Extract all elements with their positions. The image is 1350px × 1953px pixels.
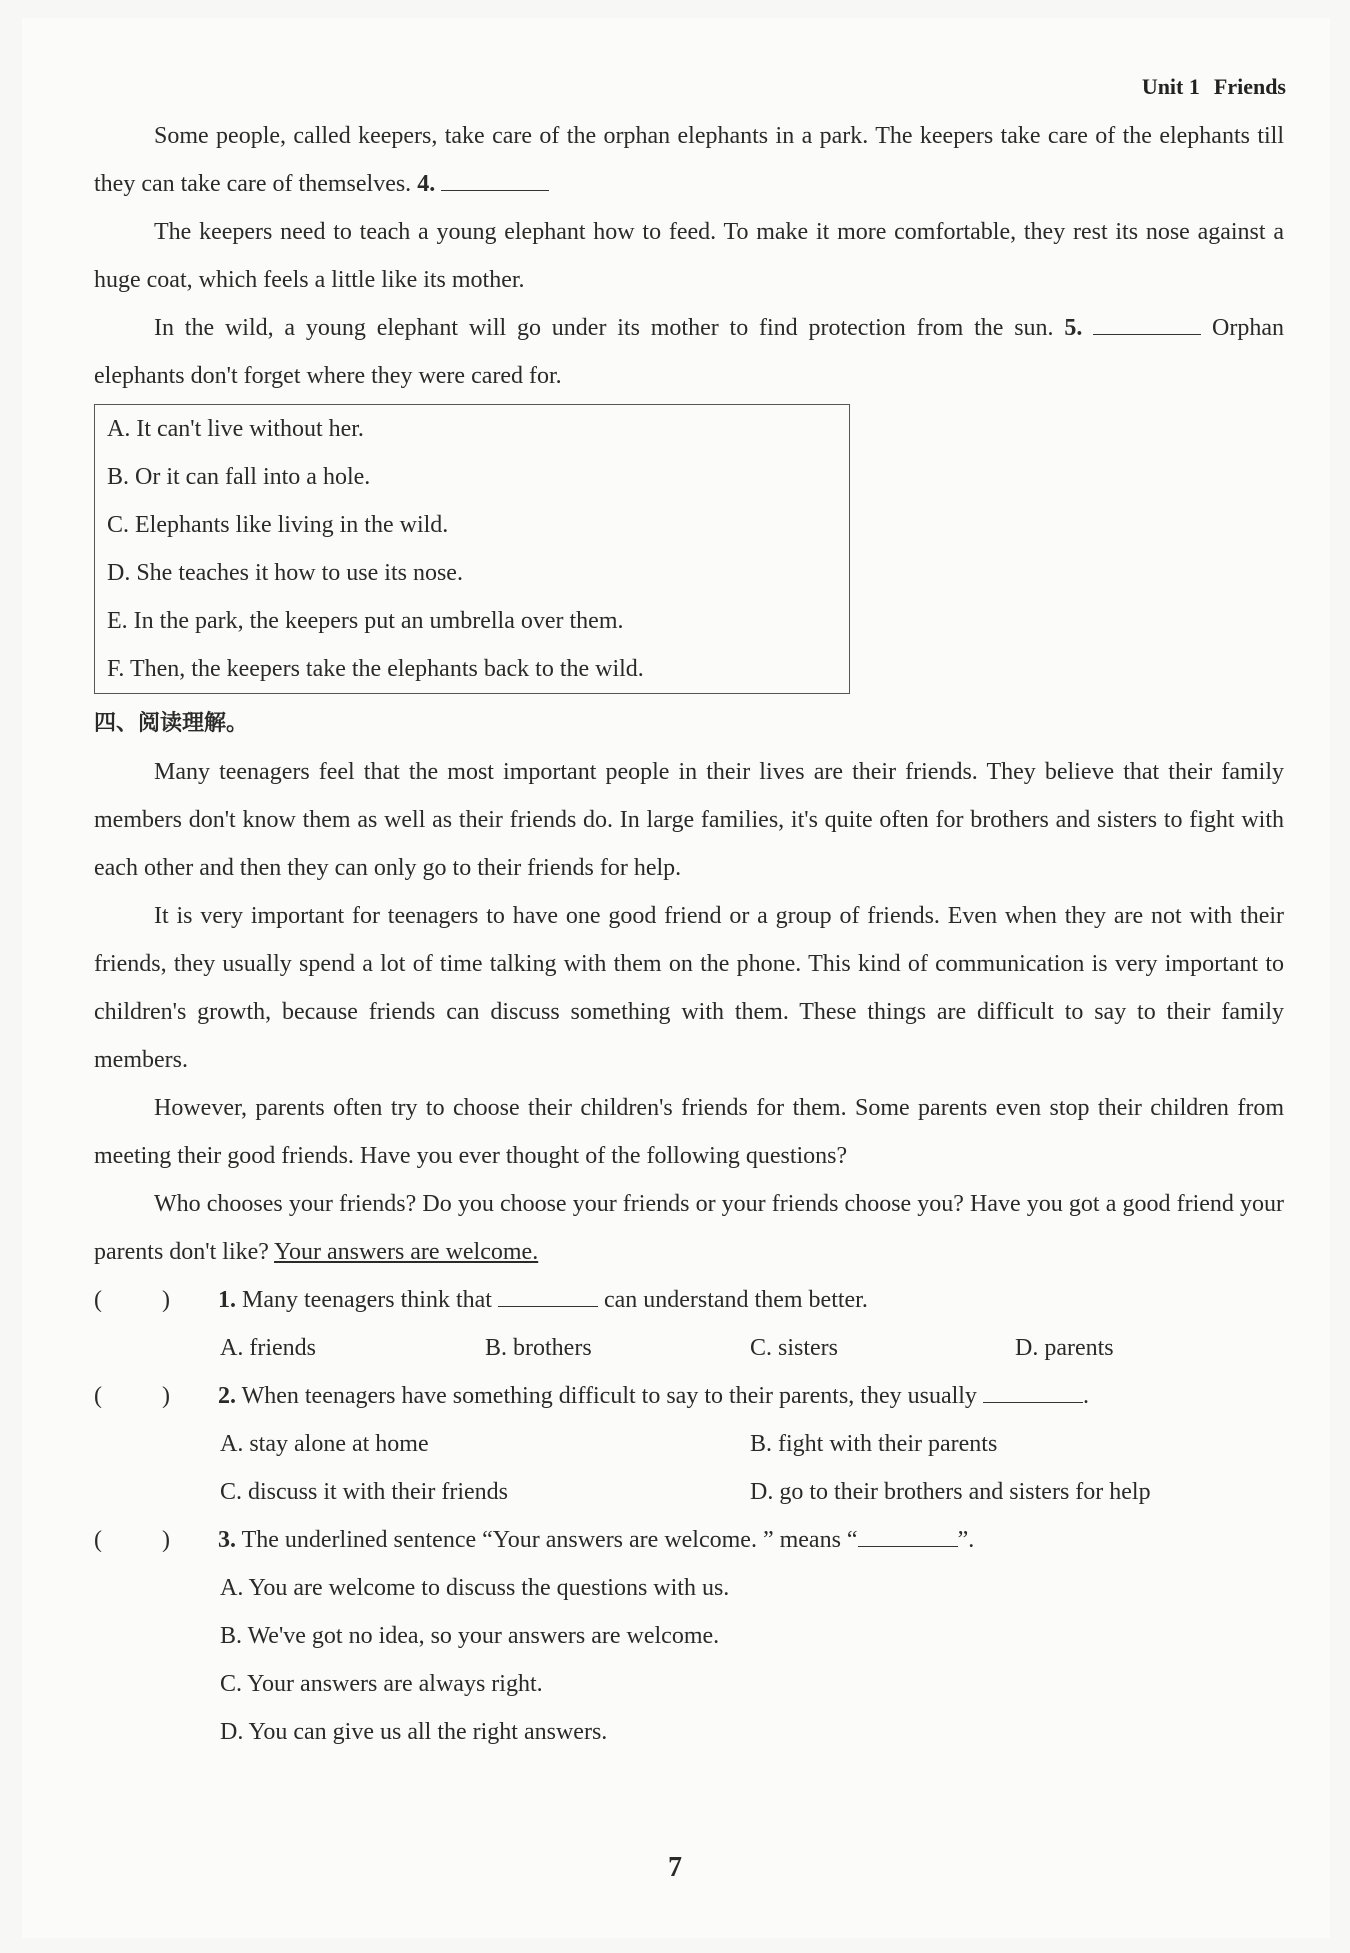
reading-paragraph-2: It is very important for teenagers to have one good friend or a group of friends. Even when they are not with their friends, they usually spend a lot of time talking with them on the phone. This kind of communication is very important to children's growth, because friends can discuss something with them. These things are difficult to say to their family members. [94,903,1284,1073]
question-2 [94,1372,1284,1420]
paragraph-text: Orphan elephants don't forget where they were cared for. [94,315,1285,389]
answer-blank-5[interactable] [1093,312,1201,335]
question-number: 1. [218,1287,236,1313]
question-text: . [1082,1383,1089,1409]
answer-paren-right: ) [162,1527,170,1553]
choice-b[interactable]: B. fight with their parents [750,1431,998,1457]
page-content [94,112,1284,1756]
option-item: B. Or it can fall into a hole. [107,464,371,490]
page-number: 7 [668,1852,682,1883]
choice-c[interactable]: C. Your answers are always right. [220,1671,543,1697]
question-1-choices [94,1324,1284,1372]
passage-paragraph-1 [94,112,1284,208]
question-1 [94,1276,1284,1324]
reading-paragraph-4 [94,1180,1284,1276]
choice-d[interactable]: D. You can give us all the right answers. [220,1719,608,1745]
reading-paragraph-1: Many teenagers feel that the most important people in their lives are their friends. They believe that their family members don't know them as well as their friends do. In large families, it's quite often for brothers and sisters to fight with each other and then they can only go to their friends for help. [94,759,1284,881]
question-text: ”. [957,1527,975,1553]
choice-c[interactable]: C. discuss it with their friends [220,1479,508,1505]
answer-paren-left[interactable]: ( [94,1383,102,1409]
question-text: The underlined sentence “Your answers are welcome. ” means “ [241,1527,858,1553]
passage-paragraph-3 [94,304,1284,400]
underlined-sentence: Your answers are welcome. [274,1239,539,1265]
option-item: F. Then, the keepers take the elephants back to the wild. [107,656,644,682]
question-text: Many teenagers think that [242,1287,492,1313]
question-number: 3. [218,1527,236,1553]
question-text: can understand them better. [603,1287,868,1313]
blank-number-5: 5. [1064,315,1083,341]
options-box [94,404,850,694]
answer-paren-left[interactable]: ( [94,1527,102,1553]
answer-blank-4[interactable] [441,168,549,191]
question-text: When teenagers have something difficult to say to their parents, they usually [241,1383,977,1409]
paragraph-text: In the wild, a young elephant will go under its mother to find protection from the sun. [154,315,1054,341]
option-item: E. In the park, the keepers put an umbrella over them. [107,608,624,634]
question-3-choices [94,1564,1284,1756]
passage-paragraph-2: The keepers need to teach a young elephant how to feed. To make it more comfortable, they rest its nose against a huge coat, which feels a little like its mother. [94,219,1284,293]
option-item: A. It can't live without her. [107,416,364,442]
choice-a[interactable]: A. friends [220,1335,316,1361]
option-item: D. She teaches it how to use its nose. [107,560,463,586]
choice-a[interactable]: A. You are welcome to discuss the questions with us. [220,1575,730,1601]
reading-paragraph-3: However, parents often try to choose their children's friends for them. Some parents even stop their children from meeting their good friends. Have you ever thought of the following questions? [94,1095,1284,1169]
choice-d[interactable]: D. parents [1015,1335,1114,1361]
blank-number-4: 4. [417,171,436,197]
choice-b[interactable]: B. We've got no idea, so your answers are welcome. [220,1623,720,1649]
question-3 [94,1516,1284,1564]
choice-b[interactable]: B. brothers [485,1335,592,1361]
question-blank[interactable] [983,1380,1083,1403]
option-item: C. Elephants like living in the wild. [107,512,449,538]
question-blank[interactable] [498,1284,598,1307]
unit-title: Friends [1213,74,1286,99]
choice-d[interactable]: D. go to their brothers and sisters for help [750,1479,1151,1505]
unit-label: Unit 1 [1141,74,1200,99]
section-title: 四、阅读理解。 [94,711,249,736]
answer-paren-right: ) [162,1383,170,1409]
answer-paren-right: ) [162,1287,170,1313]
answer-paren-left[interactable]: ( [94,1287,102,1313]
question-2-choices [94,1420,1284,1516]
paragraph-text: Who chooses your friends? Do you choose your friends or your friends choose you? Have you got a good friend your parents don't like? [94,1191,1284,1265]
paragraph-text: Some people, called keepers, take care of the orphan elephants in a park. The keepers take care of the elephants till they can take care of themselves. [94,123,1284,197]
choice-a[interactable]: A. stay alone at home [220,1431,429,1457]
question-number: 2. [218,1383,236,1409]
page-header [1142,74,1286,100]
question-blank[interactable] [858,1524,958,1547]
choice-c[interactable]: C. sisters [750,1335,839,1361]
